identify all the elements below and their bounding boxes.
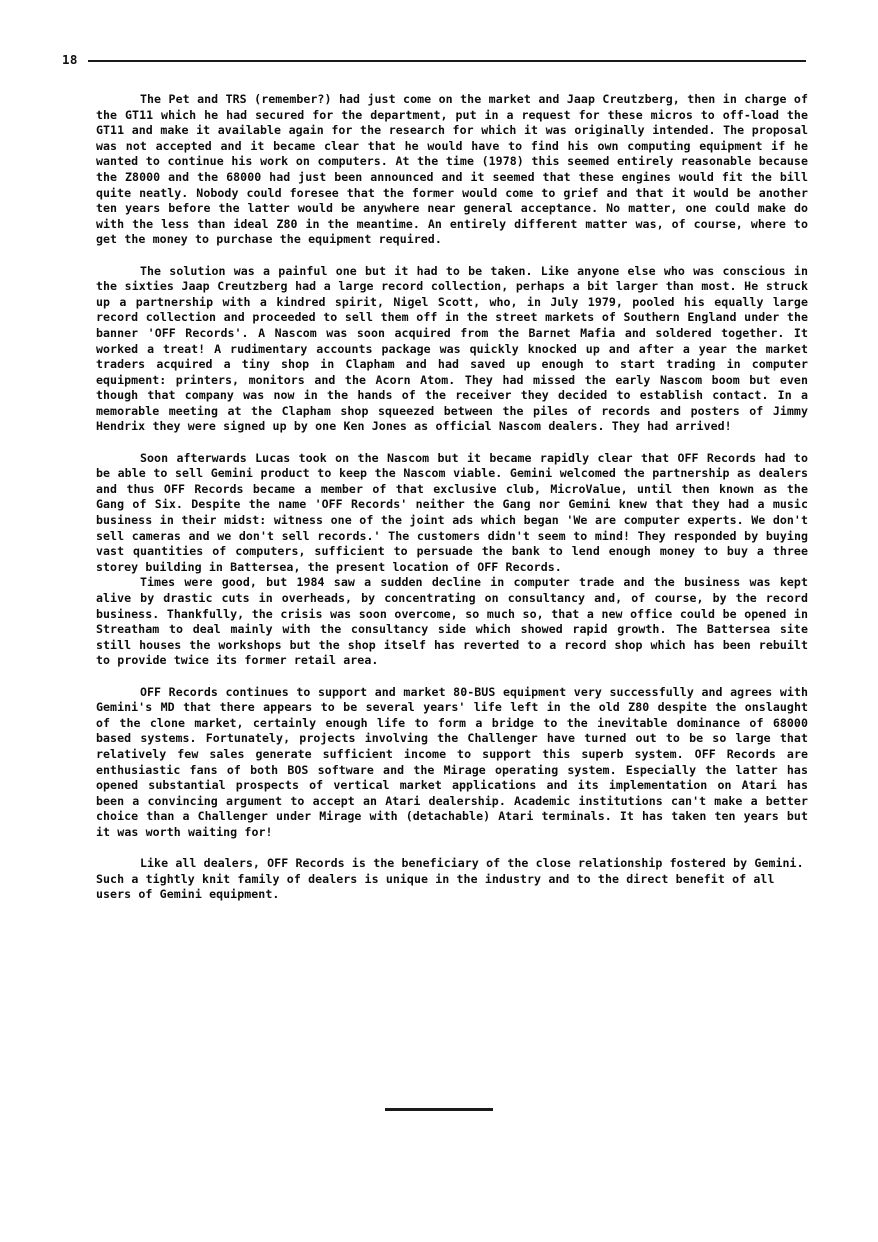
paragraph: Like all dealers, OFF Records is the beneficiary of the close relationship fostered by Gemini. Such a tightly knit family of dealers is unique in the industry and to the direct benefit of all users of Gemini equipment. (96, 856, 804, 902)
paragraph: The solution was a painful one but it had to be taken. Like anyone else who was conscious in the sixties Jaap Creutzberg had a large record collection, perhaps a bit larger than most. He struck up a partnership with a kindred spirit, Nigel Scott, who, in July 1979, pooled his equally large record collection and proceeded to sell them off in the street markets of Southern England under the banner 'OFF Records'. A Nascom was soon acquired from the Barnet Mafia and soldered together. It worked a treat! A rudimentary accounts package was quickly knocked up and after a year the market traders acquired a tiny shop in Clapham and had saved up enough to start trading in computer equipment: printers, monitors and the Acorn Atom. They had missed the early Nascom boom but even though that company was now in the hands of the receiver they decided to establish contact. In a memorable meeting at the Clapham shop squeezed between the piles of records and posters of Jimmy Hendrix they were signed up by one Ken Jones as official Nascom dealers. They had arrived! (96, 263, 808, 434)
body-text-column (96, 92, 808, 903)
paragraph: Soon afterwards Lucas took on the Nascom but it became rapidly clear that OFF Records had to be able to sell Gemini product to keep the Nascom viable. Gemini welcomed the partnership as dealers and thus OFF Records became a member of that exclusive club, MicroValue, until then known as the Gang of Six. Despite the name 'OFF Records' neither the Gang nor Gemini knew that they had a music business in their midst: witness one of the joint ads which began 'We are computer experts. We don't sell cameras and we don't sell records.' The customers didn't seem to mind! They responded by buying vast quantities of computers, sufficient to persuade the bank to lend enough money to buy a three storey building in Battersea, the present location of OFF Records. (96, 450, 808, 574)
header-divider-rule (88, 60, 806, 62)
paragraph: OFF Records continues to support and market 80-BUS equipment very successfully and agrees with Gemini's MD that there appears to be several years' life left in the old Z80 despite the onslaught of the clone market, certainly enough life to form a bridge to the inevitable dominance of 68000 based systems. Fortunately, projects involving the Challenger have turned out to be so large that relatively few sales generate sufficient income to support this superb system. OFF Records are enthusiastic fans of both BOS software and the Mirage operating system. Especially the latter has opened substantial prospects of vertical market applications and its implementation on Atari has been a convincing argument to accept an Atari dealership. Academic institutions can't make a better choice than a Challenger under Mirage with (detachable) Atari terminals. It has taken ten years but it was worth waiting for! (96, 684, 808, 839)
paragraph: The Pet and TRS (remember?) had just come on the market and Jaap Creutzberg, then in charge of the GT11 which he had secured for the department, put in a request for these micros to off-load the GT11 and make it available again for the research for which it was originally intended. The proposal was not accepted and it became clear that he would have to find his own computing equipment if he wanted to continue his work on computers. At the time (1978) this seemed entirely reasonable because the Z8000 and the 68000 had just been announced and it seemed that these engines would fit the bill quite neatly. Nobody could foresee that the former would come to grief and that it would be another ten years before the latter would be anywhere near general acceptance. No matter, one could make do with the less than ideal Z80 in the meantime. An entirely different matter was, of course, where to get the money to purchase the equipment required. (96, 92, 808, 247)
bottom-divider-rule (385, 1108, 493, 1111)
page-number: 18 (62, 51, 78, 67)
page-header (62, 50, 806, 70)
paragraph: Times were good, but 1984 saw a sudden decline in computer trade and the business was kept alive by drastic cuts in overheads, by concentrating on consultancy and, of course, by the record business. Thankfully, the crisis was soon overcome, so much so, that a new office could be opened in Streatham to deal mainly with the consultancy side which showed rapid growth. The Battersea site still houses the workshops but the shop itself has reverted to a record shop which has been rebuilt to provide twice its former retail area. (96, 575, 808, 668)
section-end-divider (0, 1108, 878, 1111)
